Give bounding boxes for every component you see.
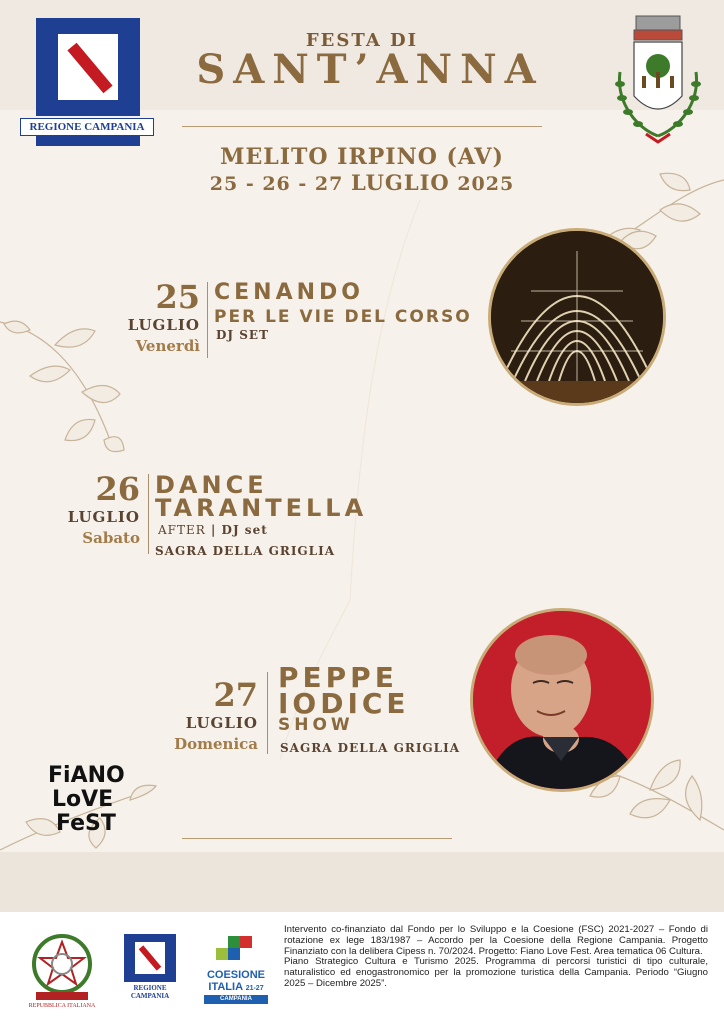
event2-title: DANCE <box>155 471 268 499</box>
fiano-logo-line1: FiANO <box>48 763 125 788</box>
event2-djset: DJ set <box>221 523 268 537</box>
event3-divider <box>267 672 268 754</box>
event2-day: 26 <box>95 470 140 508</box>
event1-djset: DJ SET <box>216 328 270 342</box>
event3-month: LUGLIO <box>185 714 258 732</box>
funding-notice <box>284 925 708 990</box>
event1-day: 25 <box>155 278 200 316</box>
coesione-region: CAMPANIA <box>204 995 268 1004</box>
page-title: SANT’ANNA <box>196 46 544 93</box>
coesione-years: 21-27 <box>245 985 264 992</box>
event3-weekday: Domenica <box>174 735 258 753</box>
event1-subtitle: PER LE VIE DEL CORSO <box>214 307 472 327</box>
coesione-line1: COESIONE <box>206 969 266 981</box>
event1-weekday: Venerdì <box>135 337 200 355</box>
event-location: MELITO IRPINO (AV) <box>220 144 504 170</box>
event2-title-line2: TARANTELLA <box>155 494 368 522</box>
event2-sagra: SAGRA DELLA GRIGLIA <box>155 544 336 558</box>
fiano-logo-line3: FeST <box>56 811 116 836</box>
divider-top <box>182 126 542 127</box>
fiano-logo-line2: LoVE <box>52 787 114 812</box>
event2-sep: | <box>210 523 217 537</box>
fiano-love-fest-logo <box>48 764 168 836</box>
divider-bottom <box>182 838 452 839</box>
footer-regione-logo <box>116 934 184 1004</box>
event2-divider <box>148 474 149 554</box>
luminarie-photo <box>488 228 666 406</box>
municipal-crest-icon <box>606 12 710 154</box>
portrait-image <box>473 611 651 789</box>
event2-weekday: Sabato <box>82 529 140 547</box>
repubblica-italiana-emblem-icon <box>28 930 96 1006</box>
event2-month: LUGLIO <box>67 508 140 526</box>
event3-sagra: SAGRA DELLA GRIGLIA <box>280 741 461 755</box>
event2-after <box>158 523 268 537</box>
event3-day: 27 <box>213 676 258 714</box>
event1-divider <box>207 282 208 358</box>
regione-campania-logo <box>29 18 145 148</box>
luminarie-arches-image <box>491 231 663 403</box>
event3-title: PEPPE <box>278 661 398 694</box>
event1-title: CENANDO <box>214 280 364 305</box>
dates-month: LUGLIO <box>350 170 450 195</box>
coesione-italia-logo <box>204 932 268 1008</box>
event3-title-line2: IODICE <box>278 687 410 720</box>
funding-text-2: Piano Strategico Cultura e Turismo 2025. Programma di percorsi turistici di tipo culturale, naturalistico ed enogastronomico per la promozione turistica della Campania. Periodo “Giugno 2025 – Dicembre 2025”. <box>284 956 708 989</box>
event1-month: LUGLIO <box>127 316 200 334</box>
event2-after-label: AFTER <box>158 523 206 537</box>
dates-year: 2025 <box>457 173 515 195</box>
dates-days: 25 - 26 - 27 <box>209 173 344 195</box>
coesione-italia: ITALIA <box>208 981 243 993</box>
event-dates <box>180 170 544 195</box>
event3-title-line3: SHOW <box>278 715 354 735</box>
regione-campania-label: REGIONE CAMPANIA <box>20 118 154 136</box>
bottom-band <box>0 852 724 912</box>
logo-blue-base <box>36 136 140 146</box>
footer-regione-label: REGIONE CAMPANIA <box>130 984 170 1000</box>
festa-di-label: FESTA DI <box>305 30 419 51</box>
repubblica-label: REPUBBLICA ITALIANA <box>28 1003 96 1009</box>
coesione-mark-icon <box>204 932 268 966</box>
peppe-iodice-photo <box>470 608 654 792</box>
coesione-line2 <box>204 981 268 995</box>
funding-text-1: Intervento co-finanziato dal Fondo per lo Sviluppo e la Coesione (FSC) 2021-2027 – Fondo di rotazione ex lege 183/1987 – Accordo per la Coesione della Regione Campania. Progetto Finanziato con la delibera Cipess n. 70/2024. Progetto: Fiano Love Fest. Area tematica 06 Cultura. <box>284 924 708 957</box>
